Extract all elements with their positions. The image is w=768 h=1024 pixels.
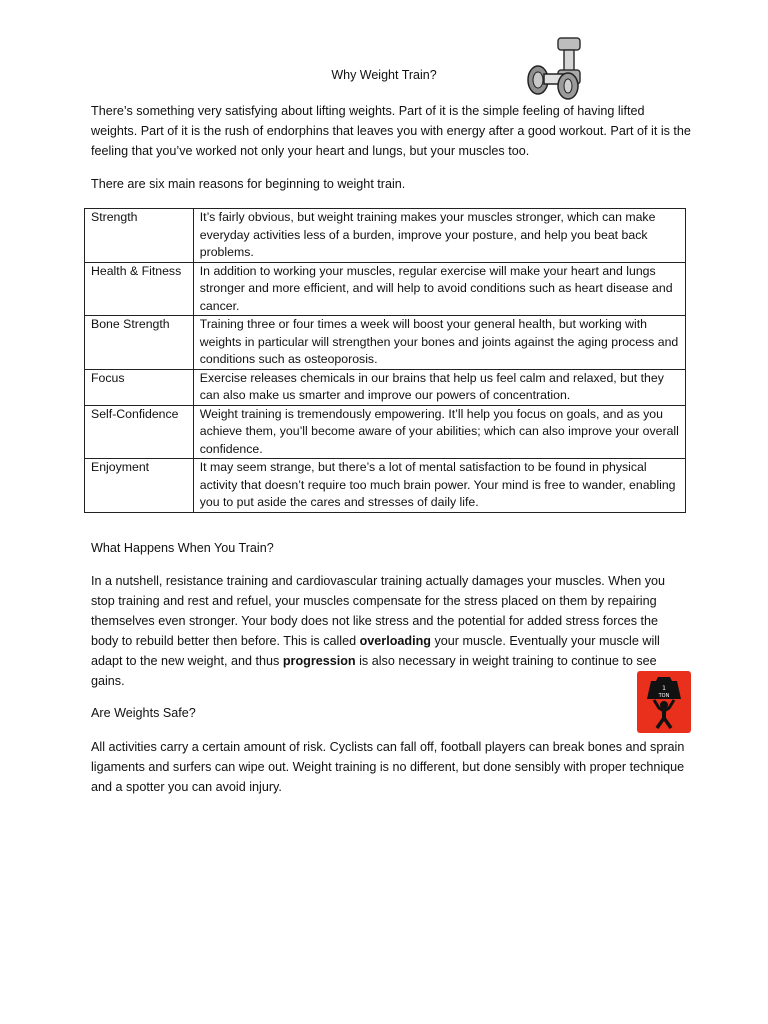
train-bold-overloading: overloading	[359, 634, 431, 648]
reason-label: Strength	[85, 209, 194, 263]
table-row	[85, 262, 686, 316]
reason-label: Enjoyment	[85, 459, 194, 513]
train-text-1: In a nutshell, resistance training and cardiovascular training actually damages your muscles. When you stop training and rest and refuel, your muscles compensate for the stress placed on them by repairing themselves even stronger. Your body does not like stress and the potential for added stress forces the body to rebuild better then before. This is called	[91, 574, 666, 648]
section-heading-train: What Happens When You Train?	[91, 541, 274, 555]
reason-text: It’s fairly obvious, but weight training makes your muscles stronger, which can make everyday activities less of a burden, improve your posture, and help you beat back problems.	[193, 209, 685, 263]
reason-label: Bone Strength	[85, 316, 194, 370]
page-title: Why Weight Train?	[331, 68, 437, 82]
train-text-2: your muscle. Eventually your muscle will adapt to the new weight, and thus	[91, 634, 660, 668]
table-row	[85, 369, 686, 405]
reason-label: Focus	[85, 369, 194, 405]
ton-icon-number: 1	[662, 685, 666, 692]
table-row	[85, 405, 686, 459]
ton-icon-unit: TON	[658, 693, 670, 699]
reasons-intro: There are six main reasons for beginning to weight train.	[91, 177, 406, 191]
reason-text: In addition to working your muscles, regular exercise will make your heart and lungs stronger and more efficient, and will help to avoid conditions such as heart disease and cancer.	[193, 262, 685, 316]
ton-weight-icon	[637, 671, 691, 733]
intro-paragraph: There’s something very satisfying about lifting weights. Part of it is the simple feeling of having lifted weights. Part of it is the rush of endorphins that leaves you with energy after a good workout. Part of it is the feeling that you’ve worked not only your heart and lungs, but your muscles too.	[91, 104, 691, 158]
reason-label: Health & Fitness	[85, 262, 194, 316]
section-heading-safe: Are Weights Safe?	[91, 706, 196, 720]
reason-label: Self-Confidence	[85, 405, 194, 459]
dumbbell-icon	[524, 36, 588, 100]
table-row	[85, 459, 686, 513]
table-row	[85, 209, 686, 263]
reason-text: It may seem strange, but there’s a lot of mental satisfaction to be found in physical activity that doesn’t require too much brain power. Your mind is free to wander, enabling you to put aside the cares and stresses of daily life.	[193, 459, 685, 513]
reason-text: Training three or four times a week will boost your general health, but working with weights in particular will strengthen your bones and joints against the aging process and conditions such as osteoporosis.	[193, 316, 685, 370]
safe-paragraph: All activities carry a certain amount of risk. Cyclists can fall off, football players can break bones and sprain ligaments and surfers can wipe out. Weight training is no different, but done sensibly with proper technique and a spotter you can avoid injury.	[91, 740, 685, 794]
table-row	[85, 316, 686, 370]
reason-text: Exercise releases chemicals in our brains that help us feel calm and relaxed, but they can also make us smarter and improve our powers of concentration.	[193, 369, 685, 405]
train-paragraph	[91, 571, 669, 691]
train-bold-progression: progression	[282, 654, 356, 668]
reason-text: Weight training is tremendously empowering. It’ll help you focus on goals, and as you achieve them, you’ll become aware of your abilities; which can also improve your overall confidence.	[193, 405, 685, 459]
reasons-table	[84, 208, 686, 513]
train-text-3: is also necessary in weight training to continue to see gains.	[91, 654, 657, 688]
